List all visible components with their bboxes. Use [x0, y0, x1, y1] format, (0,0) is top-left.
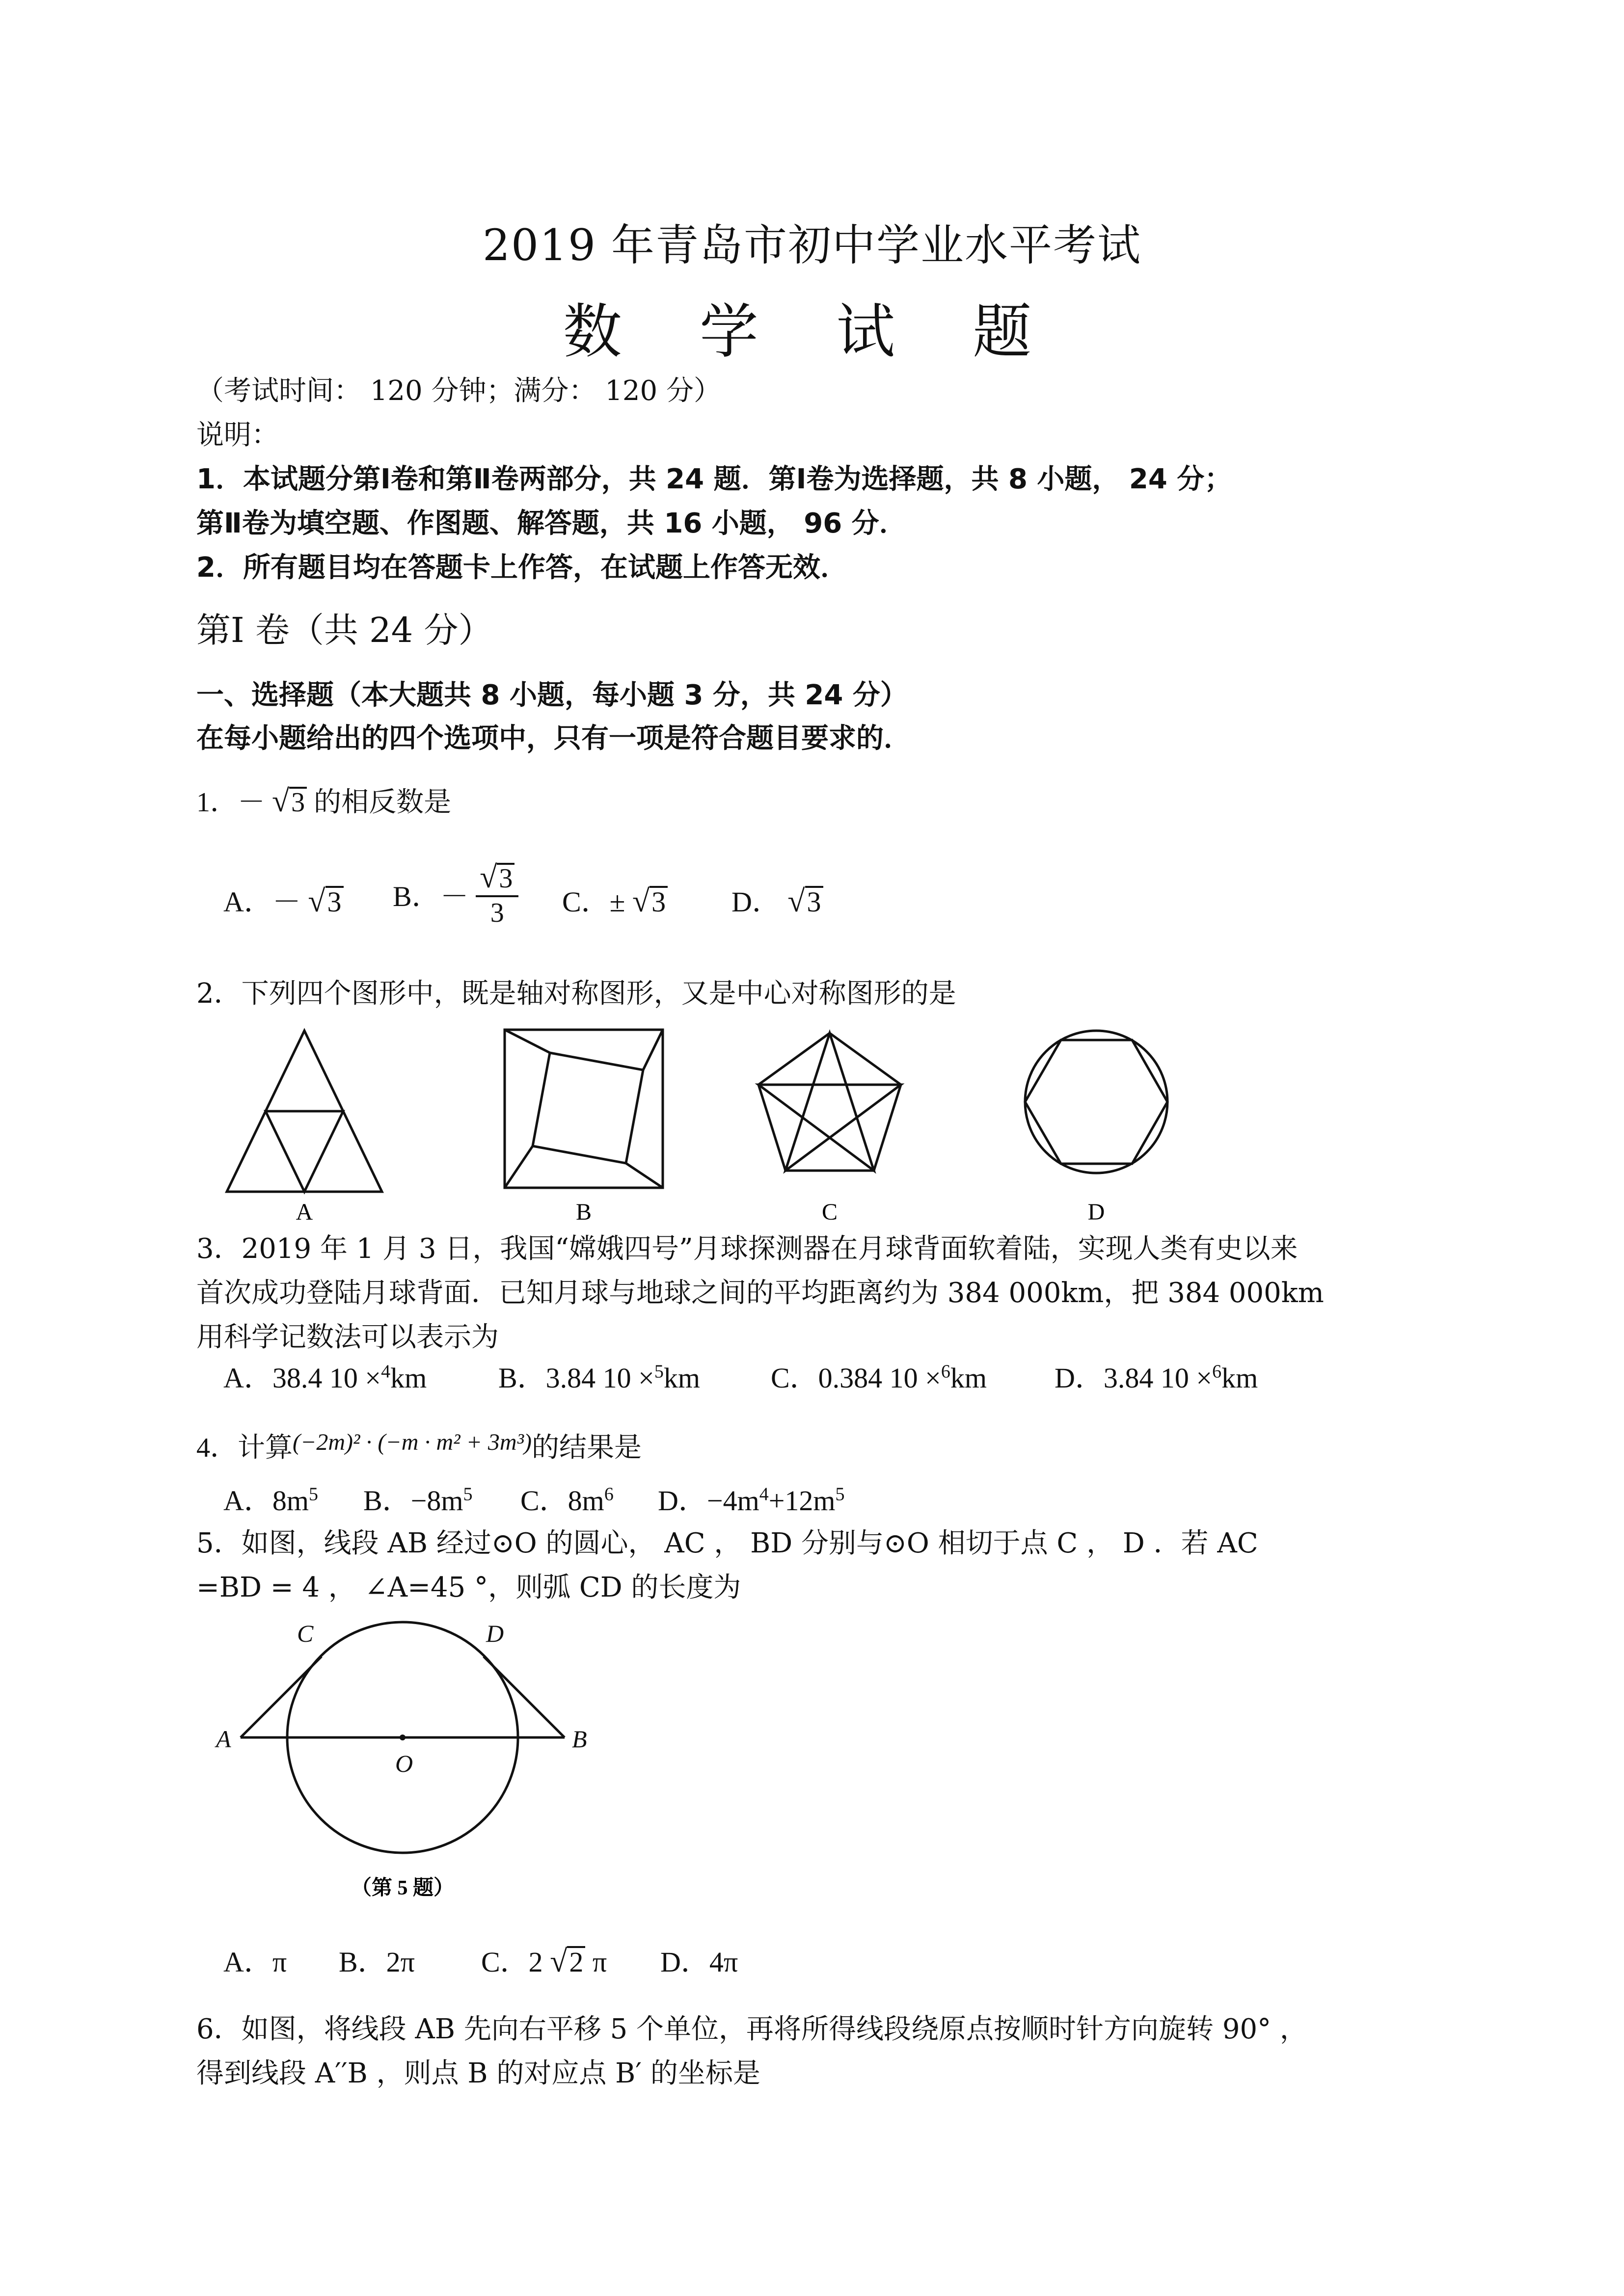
- figure-c-star: [758, 1033, 901, 1171]
- option-b-label: B．－: [393, 881, 469, 912]
- option-d-label: D．: [731, 886, 781, 918]
- q5-option-a: A．π: [223, 1946, 287, 1978]
- radical-sign: √: [480, 859, 497, 894]
- q3-option-a: [223, 1355, 427, 1396]
- label-b: B: [572, 1725, 587, 1753]
- option-c-exp: 6: [604, 1484, 614, 1505]
- tangent-ac: [241, 1656, 322, 1737]
- q1-option-c: [562, 879, 668, 920]
- option-b-unit: km: [663, 1362, 701, 1394]
- option-a-label: A．－: [223, 886, 301, 918]
- q5-figure: [206, 1620, 619, 1904]
- question-1: [196, 780, 451, 820]
- option-d-text-b: +12m: [768, 1485, 836, 1517]
- figure-c-label: C: [821, 1199, 838, 1222]
- option-b-radicand: 3: [497, 863, 514, 892]
- question-6-line-1: 6．如图，将线段 AB 先向右平移 5 个单位，再将所得线段绕原点按顺时针方向旋转 90° ，: [196, 2013, 1307, 2045]
- question-5-line-2: =BD = 4 ， ∠A=45 °，则弧 CD 的长度为: [196, 1572, 741, 1603]
- q4-prefix: 4．计算: [196, 1433, 293, 1463]
- question-5-line-1: 5．如图，线段 AB 经过⊙O 的圆心， AC ， BD 分别与⊙O 相切于点 C ， D ．若 AC: [196, 1527, 1258, 1559]
- option-d-radicand: 3: [805, 886, 823, 916]
- option-b-exp: 5: [463, 1484, 473, 1505]
- option-d-exp-1: 4: [759, 1484, 769, 1505]
- q1-option-d: [731, 879, 823, 920]
- question-3-line-1: 3．2019 年 1 月 3 日，我国“嫦娥四号”月球探测器在月球背面软着陆，实现人类有史以来: [196, 1233, 1298, 1265]
- figure-b-square: [505, 1030, 663, 1188]
- option-c-radicand: 2: [567, 1946, 585, 1976]
- option-c-exp: 6: [941, 1361, 950, 1382]
- note-2: 2．所有题目均在答题卡上作答，在试题上作答无效．: [196, 552, 848, 584]
- figure-d-hexagon: [1025, 1031, 1167, 1173]
- q4-option-c: [520, 1477, 614, 1519]
- q3-option-b: [498, 1355, 700, 1396]
- option-a-exp: 4: [381, 1361, 391, 1382]
- q2-figures: [216, 1026, 1247, 1222]
- radical-sign: √: [787, 883, 805, 918]
- option-a-text: A．8m: [223, 1485, 309, 1517]
- q3-option-c: [771, 1355, 987, 1396]
- option-d-exp: 6: [1212, 1361, 1222, 1382]
- q1-prefix: 1．－: [196, 787, 265, 818]
- question-6-line-2: 得到线段 A′′B ，则点 B 的对应点 B′ 的坐标是: [196, 2057, 760, 2089]
- radical-sign: √: [272, 783, 290, 818]
- figure-a-triangle: [227, 1031, 382, 1192]
- q4-suffix: 的结果是: [531, 1433, 642, 1463]
- option-c-unit: km: [950, 1362, 987, 1394]
- radical-sign: √: [632, 883, 650, 918]
- option-c-text: C．8m: [520, 1485, 604, 1517]
- note-1-line-2: 第Ⅱ卷为填空题、作图题、解答题，共 16 小题， 96 分．: [196, 507, 907, 539]
- option-b-text: B．3.84 10 ×: [498, 1362, 654, 1394]
- option-a-exp: 5: [309, 1484, 319, 1505]
- radical-sign: √: [550, 1944, 568, 1978]
- q3-option-d: [1055, 1355, 1258, 1396]
- option-d-text: D．3.84 10 ×: [1055, 1362, 1213, 1394]
- label-c: C: [297, 1620, 314, 1647]
- q1-suffix: 的相反数是: [314, 787, 452, 818]
- tangent-bd: [484, 1656, 565, 1737]
- question-4: [196, 1426, 642, 1465]
- q4-option-a: [223, 1477, 318, 1519]
- q5-option-c: [481, 1939, 607, 1980]
- option-b-denominator: 3: [490, 898, 504, 928]
- exam-title: 2019 年青岛市初中学业水平考试: [483, 220, 1141, 270]
- q4-option-b: [363, 1477, 473, 1519]
- exam-info: （考试时间： 120 分钟；满分： 120 分）: [196, 375, 721, 407]
- option-b-fraction: [476, 859, 518, 929]
- note-1-line-1: 1．本试题分第Ⅰ卷和第Ⅱ卷两部分，共 24 题．第Ⅰ卷为选择题，共 8 小题， 24 分；: [196, 463, 1232, 495]
- q5-option-b: B．2π: [339, 1946, 415, 1978]
- label-o: O: [395, 1750, 413, 1777]
- option-a-text: A．38.4 10 ×: [223, 1362, 381, 1394]
- option-d-text-a: D．−4m: [658, 1485, 759, 1517]
- question-2: 2．下列四个图形中，既是轴对称图形，又是中心对称图形的是: [196, 978, 956, 1010]
- label-d: D: [486, 1620, 504, 1647]
- section-1-heading: 第Ⅰ 卷（共 24 分）: [196, 610, 493, 650]
- q1-option-a: [223, 879, 344, 920]
- figure-d-label: D: [1087, 1199, 1105, 1222]
- radical-sign: √: [308, 883, 325, 918]
- q1-radicand: 3: [289, 787, 307, 816]
- q1-option-b: [393, 859, 518, 929]
- part-1-heading: 一、选择题（本大题共 8 小题，每小题 3 分，共 24 分）: [196, 679, 908, 711]
- label-a: A: [216, 1725, 231, 1753]
- q4-option-d: [658, 1477, 845, 1519]
- option-b-text: B．−8m: [363, 1485, 463, 1517]
- figure-b-label: B: [575, 1199, 592, 1222]
- q5-option-d: D．4π: [660, 1946, 738, 1978]
- figure-caption: （第 5 题）: [351, 1877, 455, 1899]
- option-c-label: C．±: [562, 886, 625, 918]
- question-3-line-3: 用科学记数法可以表示为: [196, 1321, 499, 1353]
- option-a-unit: km: [390, 1362, 427, 1394]
- center-point: [400, 1735, 406, 1740]
- figure-a-label: A: [296, 1199, 313, 1222]
- option-d-unit: km: [1221, 1362, 1258, 1394]
- option-c-radicand: 3: [650, 886, 668, 916]
- q4-expression: (−2m)² · (−m · m² + 3m³): [293, 1429, 532, 1455]
- option-b-exp: 5: [654, 1361, 664, 1382]
- question-3-line-2: 首次成功登陆月球背面．已知月球与地球之间的平均距离约为 384 000km，把 384 000km: [196, 1277, 1324, 1309]
- option-c-text-a: C．2: [481, 1946, 543, 1978]
- option-c-text: C．0.384 10 ×: [771, 1362, 941, 1394]
- option-d-exp-2: 5: [835, 1484, 845, 1505]
- notes-label: 说明：: [196, 419, 279, 451]
- part-1-instruction: 在每小题给出的四个选项中，只有一项是符合题目要求的．: [196, 722, 911, 754]
- exam-subtitle: 数 学 试 题: [563, 298, 1061, 366]
- option-c-text-b: π: [592, 1946, 607, 1978]
- option-a-radicand: 3: [325, 886, 344, 916]
